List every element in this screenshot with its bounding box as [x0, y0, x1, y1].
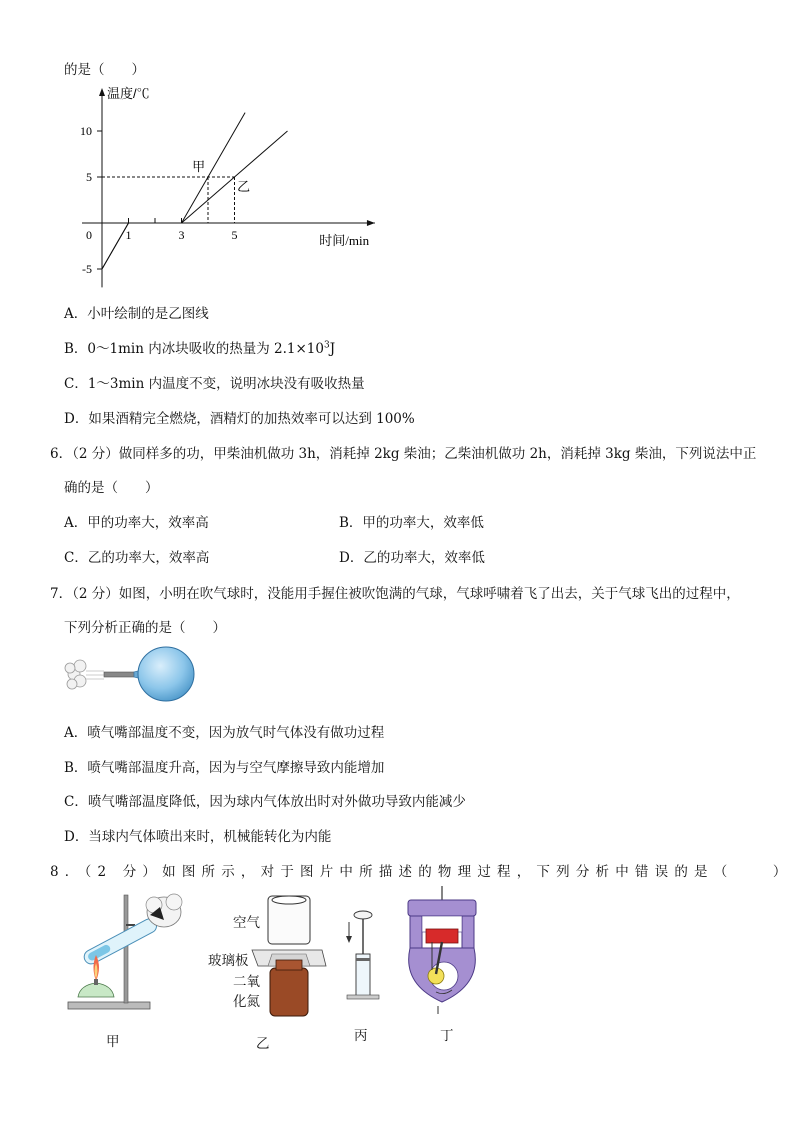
- q5-option-a: A．小叶绘制的是乙图线: [64, 306, 209, 322]
- y-tick-label: 5: [86, 170, 92, 184]
- figure-ding-label: 丁: [440, 1028, 454, 1043]
- no2-label-line1: 二氧: [233, 974, 260, 989]
- gas-diffusion-figure: [250, 892, 330, 1022]
- question-7-stem-cont: 下列分析正确的是（ ）: [64, 620, 226, 636]
- x-axis-label: 时间/min: [319, 233, 370, 248]
- question-7-stem: 7．（2 分）如图，小明在吹气球时，没能用手握住被吹饱满的气球，气球呼啸着飞了出去，关于气球飞出的过程中，: [50, 586, 740, 602]
- q6-option-b: B．甲的功率大，效率低: [339, 515, 484, 531]
- q7-option-d: D．当球内气体喷出来时，机械能转化为内能: [64, 829, 332, 845]
- y-axis-label: 温度/℃: [107, 86, 150, 101]
- compression-syringe-figure: [342, 910, 382, 1000]
- x-axis-arrow: [367, 220, 375, 226]
- q6-option-c: C．乙的功率大，效率高: [64, 550, 210, 566]
- y-tick-label: 0: [86, 228, 92, 242]
- air-label: 空气: [233, 915, 260, 930]
- figure-jia-label: 甲: [106, 1034, 120, 1049]
- q7-option-c: C．喷气嘴部温度降低，因为球内气体放出时对外做功导致内能减少: [64, 794, 466, 810]
- q5-option-d: D．如果酒精完全燃烧，酒精灯的加热效率可以达到 100%: [64, 411, 415, 427]
- q5-option-b: B．0～1min 内冰块吸收的热量为 $2.1\times 10^3J$: [64, 340, 336, 357]
- x-tick-label: 5: [231, 228, 238, 242]
- question-5-stem-tail: 的是（ ）: [64, 62, 145, 78]
- y-tick-label: -5: [82, 262, 92, 276]
- q6-option-a: A．甲的功率大，效率高: [64, 515, 209, 531]
- question-6-stem-cont: 确的是（ ）: [64, 480, 159, 496]
- y-tick-label: 10: [80, 124, 92, 138]
- figure-yi-label: 乙: [256, 1036, 270, 1051]
- balloon-figure: [64, 646, 200, 706]
- q5-option-c: C．1～3min 内温度不变，说明冰块没有吸收热量: [64, 376, 365, 392]
- series-label-jia: 甲: [192, 159, 206, 174]
- y-axis-arrow: [99, 88, 105, 96]
- q7-option-b: B．喷气嘴部温度升高，因为与空气摩擦导致内能增加: [64, 760, 385, 776]
- temperature-time-chart: [60, 82, 400, 292]
- question-8-stem: 8．（2 分）如图所示，对于图片中所描述的物理过程，下列分析中错误的是（ ）: [50, 864, 793, 880]
- series-label-yi: 乙: [237, 179, 251, 194]
- engine-cylinder-figure: [402, 884, 482, 1014]
- x-tick-label: 1: [125, 228, 132, 242]
- x-tick-label: 3: [178, 228, 185, 242]
- question-6-stem: 6．（2 分）做同样多的功，甲柴油机做功 3h，消耗掉 2kg 柴油；乙柴油机做功 2h，消耗掉 3kg 柴油，下列说法中正: [50, 446, 757, 462]
- series-line-0: [102, 113, 245, 269]
- test-tube-heating-figure: [60, 885, 210, 1025]
- q7-option-a: A．喷气嘴部温度不变，因为放气时气体没有做功过程: [64, 725, 385, 741]
- no2-label-line2: 化氮: [233, 994, 260, 1009]
- figure-bing-label: 丙: [354, 1028, 368, 1043]
- glass-plate-label: 玻璃板: [208, 953, 249, 968]
- air-puff-icon: [65, 660, 86, 689]
- q6-option-d: D．乙的功率大，效率低: [339, 550, 485, 566]
